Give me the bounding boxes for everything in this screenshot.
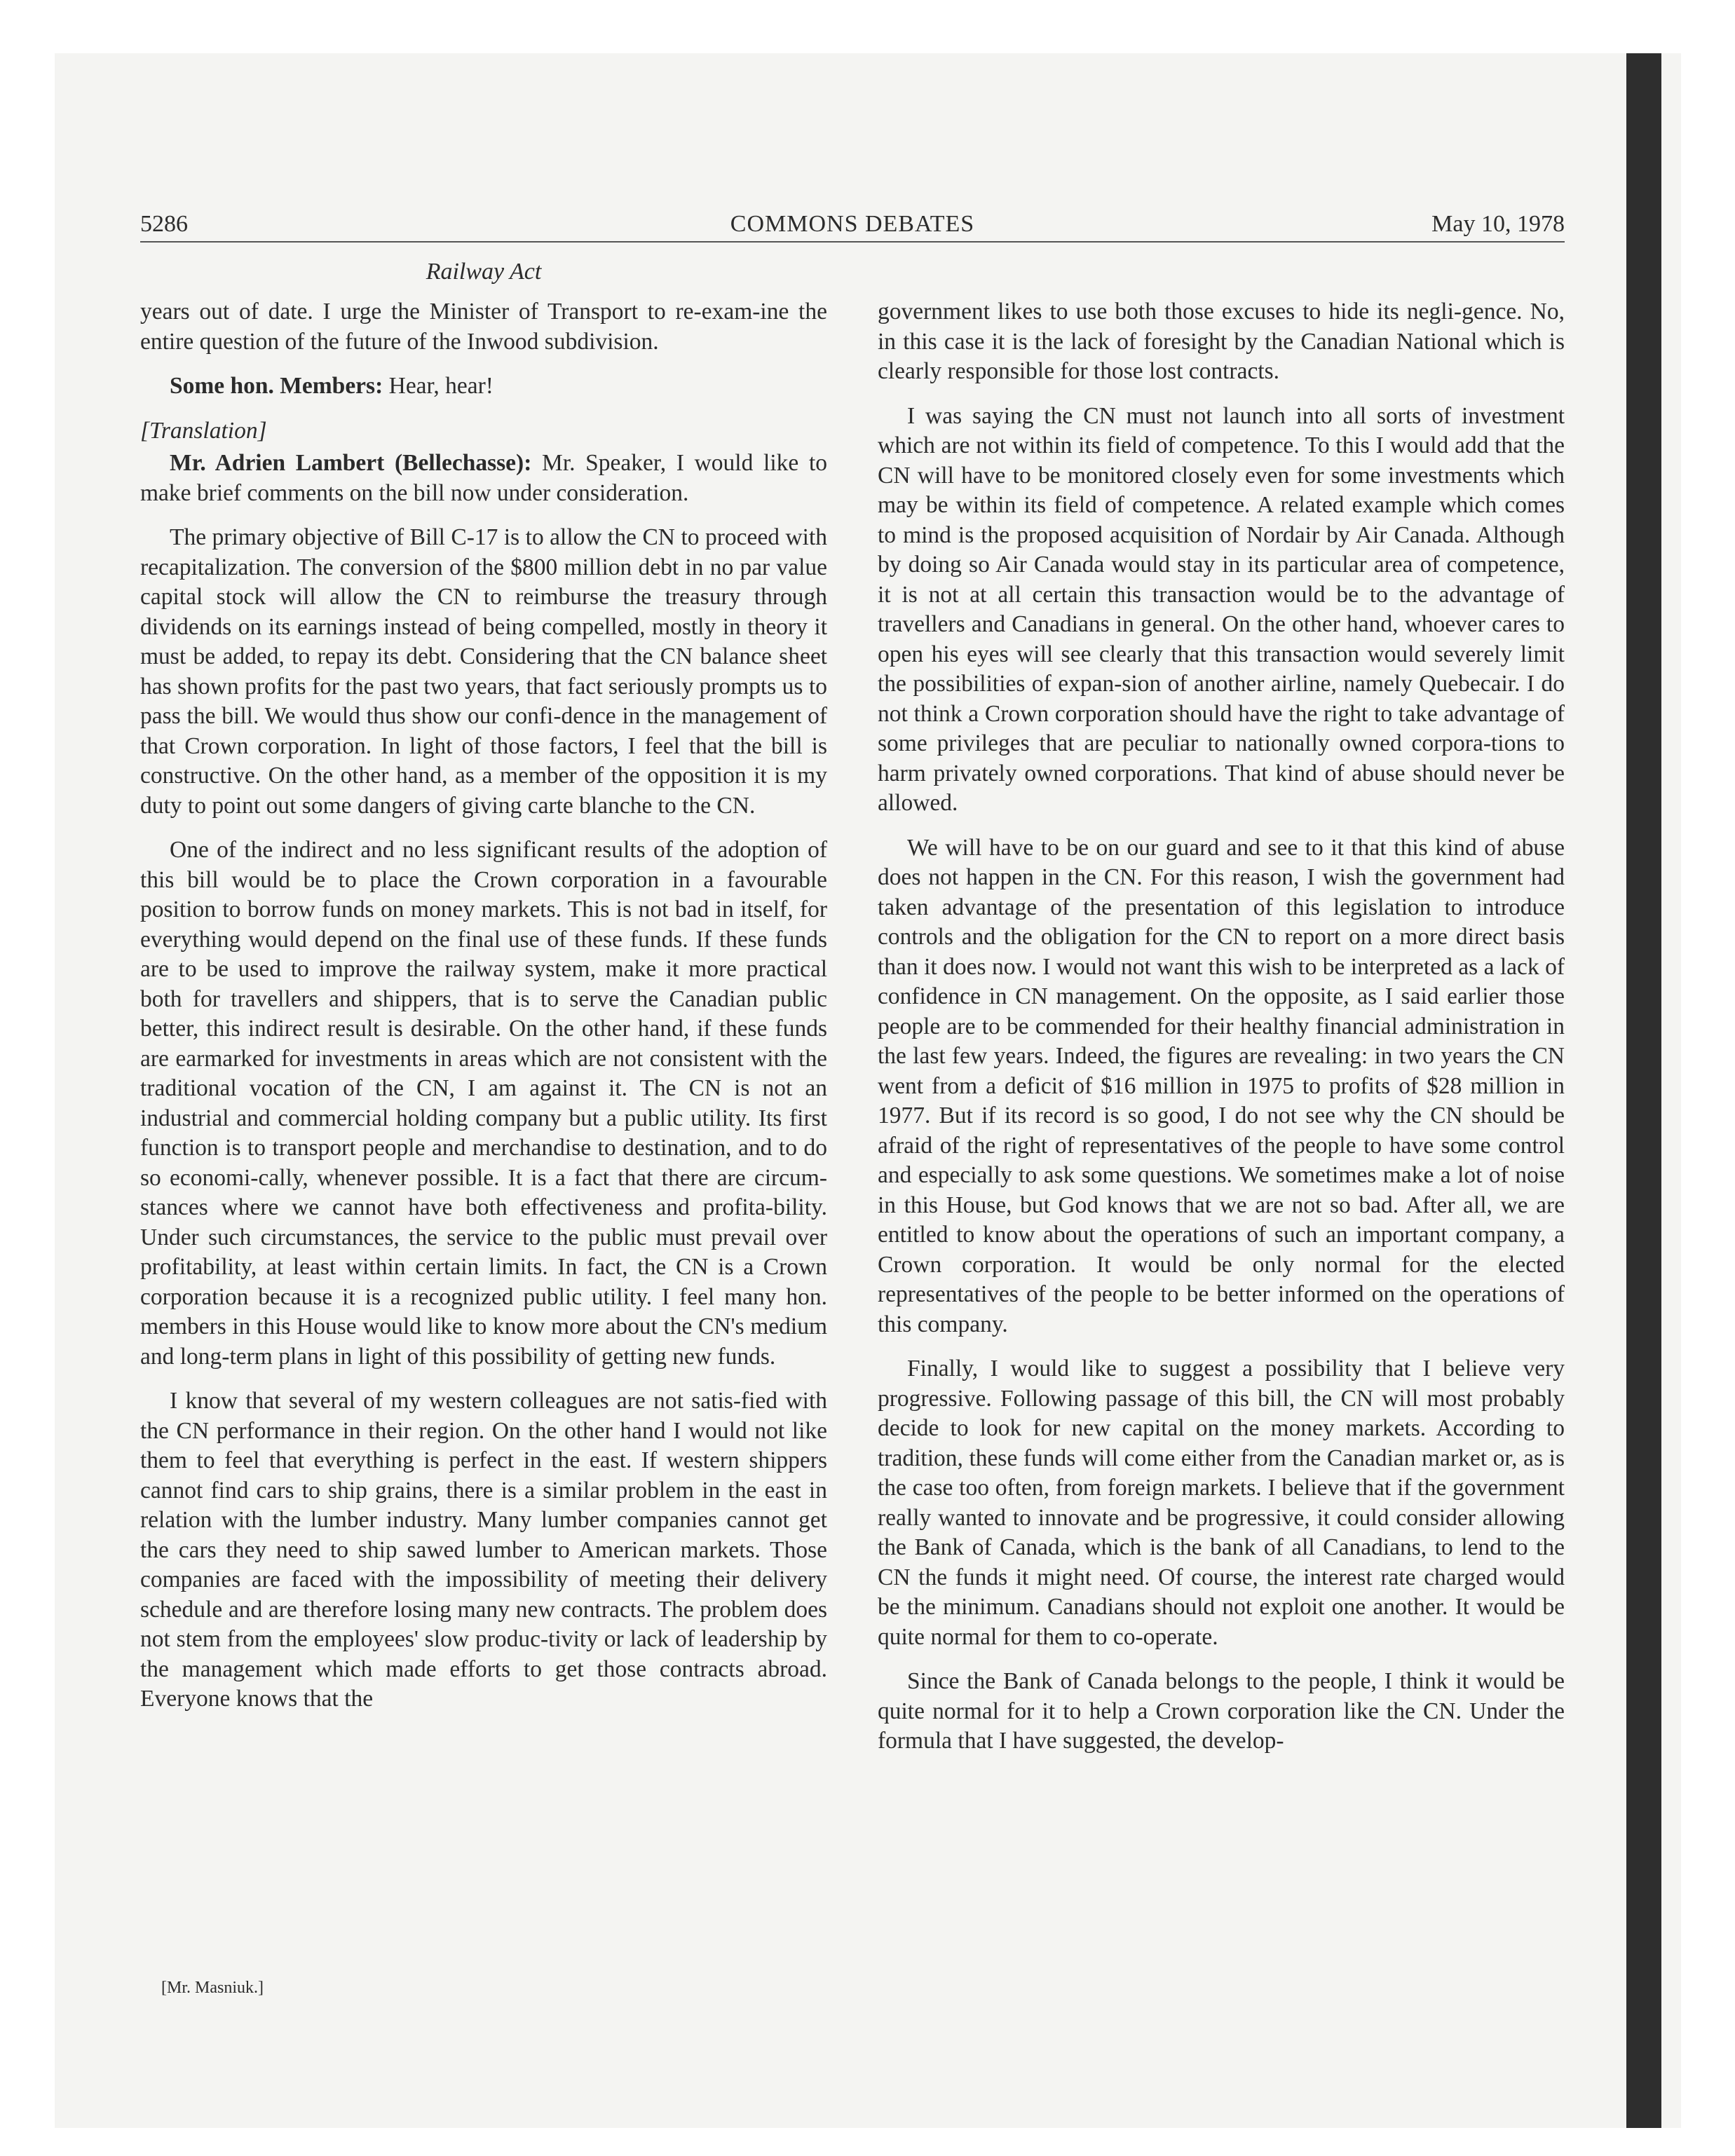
- paragraph: The primary objective of Bill C-17 is to allow the CN to proceed with recapitalization. The conversion of the $800 million debt in no par value capital stock will allow the CN to reimburse the treasury through dividends on its earnings instead of being compelled, mostly in theory it must be added, to repay its debt. Considering that the CN balance sheet has shown profits for the past two years, that fact seriously prompts us to pass the bill. We would thus show our confi-dence in the management of that Crown corporation. In light of those factors, I feel that the bill is constructive. On the other hand, as a member of the opposition it is my duty to point out some dangers of giving carte blanche to the CN.: [140, 524, 827, 819]
- speech-text: Hear, hear!: [383, 373, 494, 399]
- paragraph: years out of date. I urge the Minister of Transport to re-exam-ine the entire question of the future of the Inwood subdivision.: [140, 299, 827, 355]
- right-column: [878, 297, 1565, 1771]
- paragraph: We will have to be on our guard and see to it that this kind of abuse does not happen in the CN. For this reason, I wish the government had taken advantage of the presentation of this legislation to introduce controls and the obligation for the CN to report on a more direct basis than it does now. I would not want this wish to be interpreted as a lack of confidence in CN management. On the opposite, as I said earlier those people are to be commended for their healthy financial administration in the last few years. Indeed, the figures are revealing: in two years the CN went from a deficit of $16 million in 1975 to profits of $28 million in 1977. But if its record is so good, I do not see why the CN should be afraid of the right of representatives of the people to have some control and especially to ask some questions. We sometimes make a lot of noise in this House, but God knows that we are not so bad. After all, we are entitled to know about the operations of such an important company, a Crown corporation. It would be only normal for the elected representatives of the people to be better informed on the operations of this company.: [878, 834, 1565, 1337]
- left-column: [140, 297, 827, 1729]
- paragraph: Since the Bank of Canada belongs to the people, I think it would be quite normal for it to help a Crown corporation like the CN. Under the formula that I have suggested, the develop-: [878, 1668, 1565, 1754]
- publication-date: May 10, 1978: [1431, 211, 1565, 237]
- speaker-name: Mr. Adrien Lambert (Bellechasse):: [170, 450, 532, 476]
- page-number: 5286: [140, 211, 188, 237]
- paragraph: I was saying the CN must not launch into all sorts of investment which are not within its field of competence. To this I would add that the CN will have to be monitored closely even for some investments which may be within its field of competence. A related example which comes to mind is the proposed acquisition of Nordair by Air Canada. Although by doing so Air Canada would stay in its particular area of competence, it is not at all certain this transaction would be to the advantage of travellers and Canadians in general. On the other hand, whoever cares to open his eyes will see clearly that this transaction would severely limit the possibilities of expan-sion of another airline, namely Quebecair. I do not think a Crown corporation should have the right to take advantage of some privileges that are peculiar to nationally owned corpora-tions to harm privately owned corporations. That kind of abuse should never be allowed.: [878, 402, 1565, 816]
- page-header: [140, 207, 1565, 241]
- speech-text: Mr. Speaker, I would like to make brief comments on the bill now under consideration.: [140, 450, 828, 506]
- paragraph: government likes to use both those excuses to hide its negli-gence. No, in this case it is the lack of foresight by the Canadian National which is clearly responsible for those lost contracts.: [878, 299, 1565, 384]
- speaker-paragraph: [140, 449, 827, 508]
- speaker-paragraph: [140, 371, 827, 402]
- paragraph: I know that several of my western colleagues are not satis-fied with the CN performance in their region. On the other hand I would not like them to feel that everything is perfect in the east. If western shippers cannot find cars to ship grains, there is a similar problem in the east in relation with the lumber industry. Many lumber companies cannot get the cars they need to ship sawed lumber to American markets. Those companies are faced with the impossibility of meeting their delivery schedule and are therefore losing many new contracts. The problem does not stem from the employees' slow produc-tivity or lack of leadership by the management which made efforts to get those contracts abroad. Everyone knows that the: [140, 1388, 827, 1712]
- speaker-name: Some hon. Members:: [170, 373, 383, 399]
- header-rule: [140, 241, 1565, 243]
- footer-note: [Mr. Masniuk.]: [161, 1979, 264, 1997]
- running-head: Railway Act: [426, 259, 542, 285]
- translation-note: [Translation]: [140, 417, 267, 444]
- scan-edge: [1626, 53, 1661, 2128]
- publication-title: COMMONS DEBATES: [730, 211, 975, 237]
- paragraph: Finally, I would like to suggest a possibility that I believe very progressive. Following passage of this bill, the CN will most probably decide to look for new capital on the money markets. According to tradition, these funds will come either from the Canadian market or, as is the case too often, from foreign markets. I believe that if the government really wanted to innovate and be progressive, it could consider allowing the Bank of Canada, which is the bank of all Canadians, to lend to the CN the funds it might need. Of course, the interest rate charged would be the minimum. Canadians should not exploit one another. It would be quite normal for them to co-operate.: [878, 1356, 1565, 1650]
- paragraph: One of the indirect and no less significant results of the adoption of this bill would be to place the Crown corporation in a favourable position to borrow funds on money markets. This is not bad in itself, for everything would depend on the final use of these funds. If these funds are to be used to improve the railway system, make it more practical both for travellers and shippers, that is to serve the Canadian public better, this indirect result is desirable. On the other hand, if these funds are earmarked for investments in areas which are not consistent with the traditional vocation of the CN, I am against it. The CN is not an industrial and commercial holding company but a public utility. Its first function is to transport people and merchandise to destination, and to do so economi-cally, whenever possible. It is a fact that there are circum-stances where we cannot have both effectiveness and profita-bility. Under such circumstances, the service to the public must prevail over profitability, at least within certain limits. In fact, the CN is a Crown corporation because it is a recognized public utility. I feel many hon. members in this House would like to know more about the CN's medium and long-term plans in light of this possibility of getting new funds.: [140, 837, 827, 1370]
